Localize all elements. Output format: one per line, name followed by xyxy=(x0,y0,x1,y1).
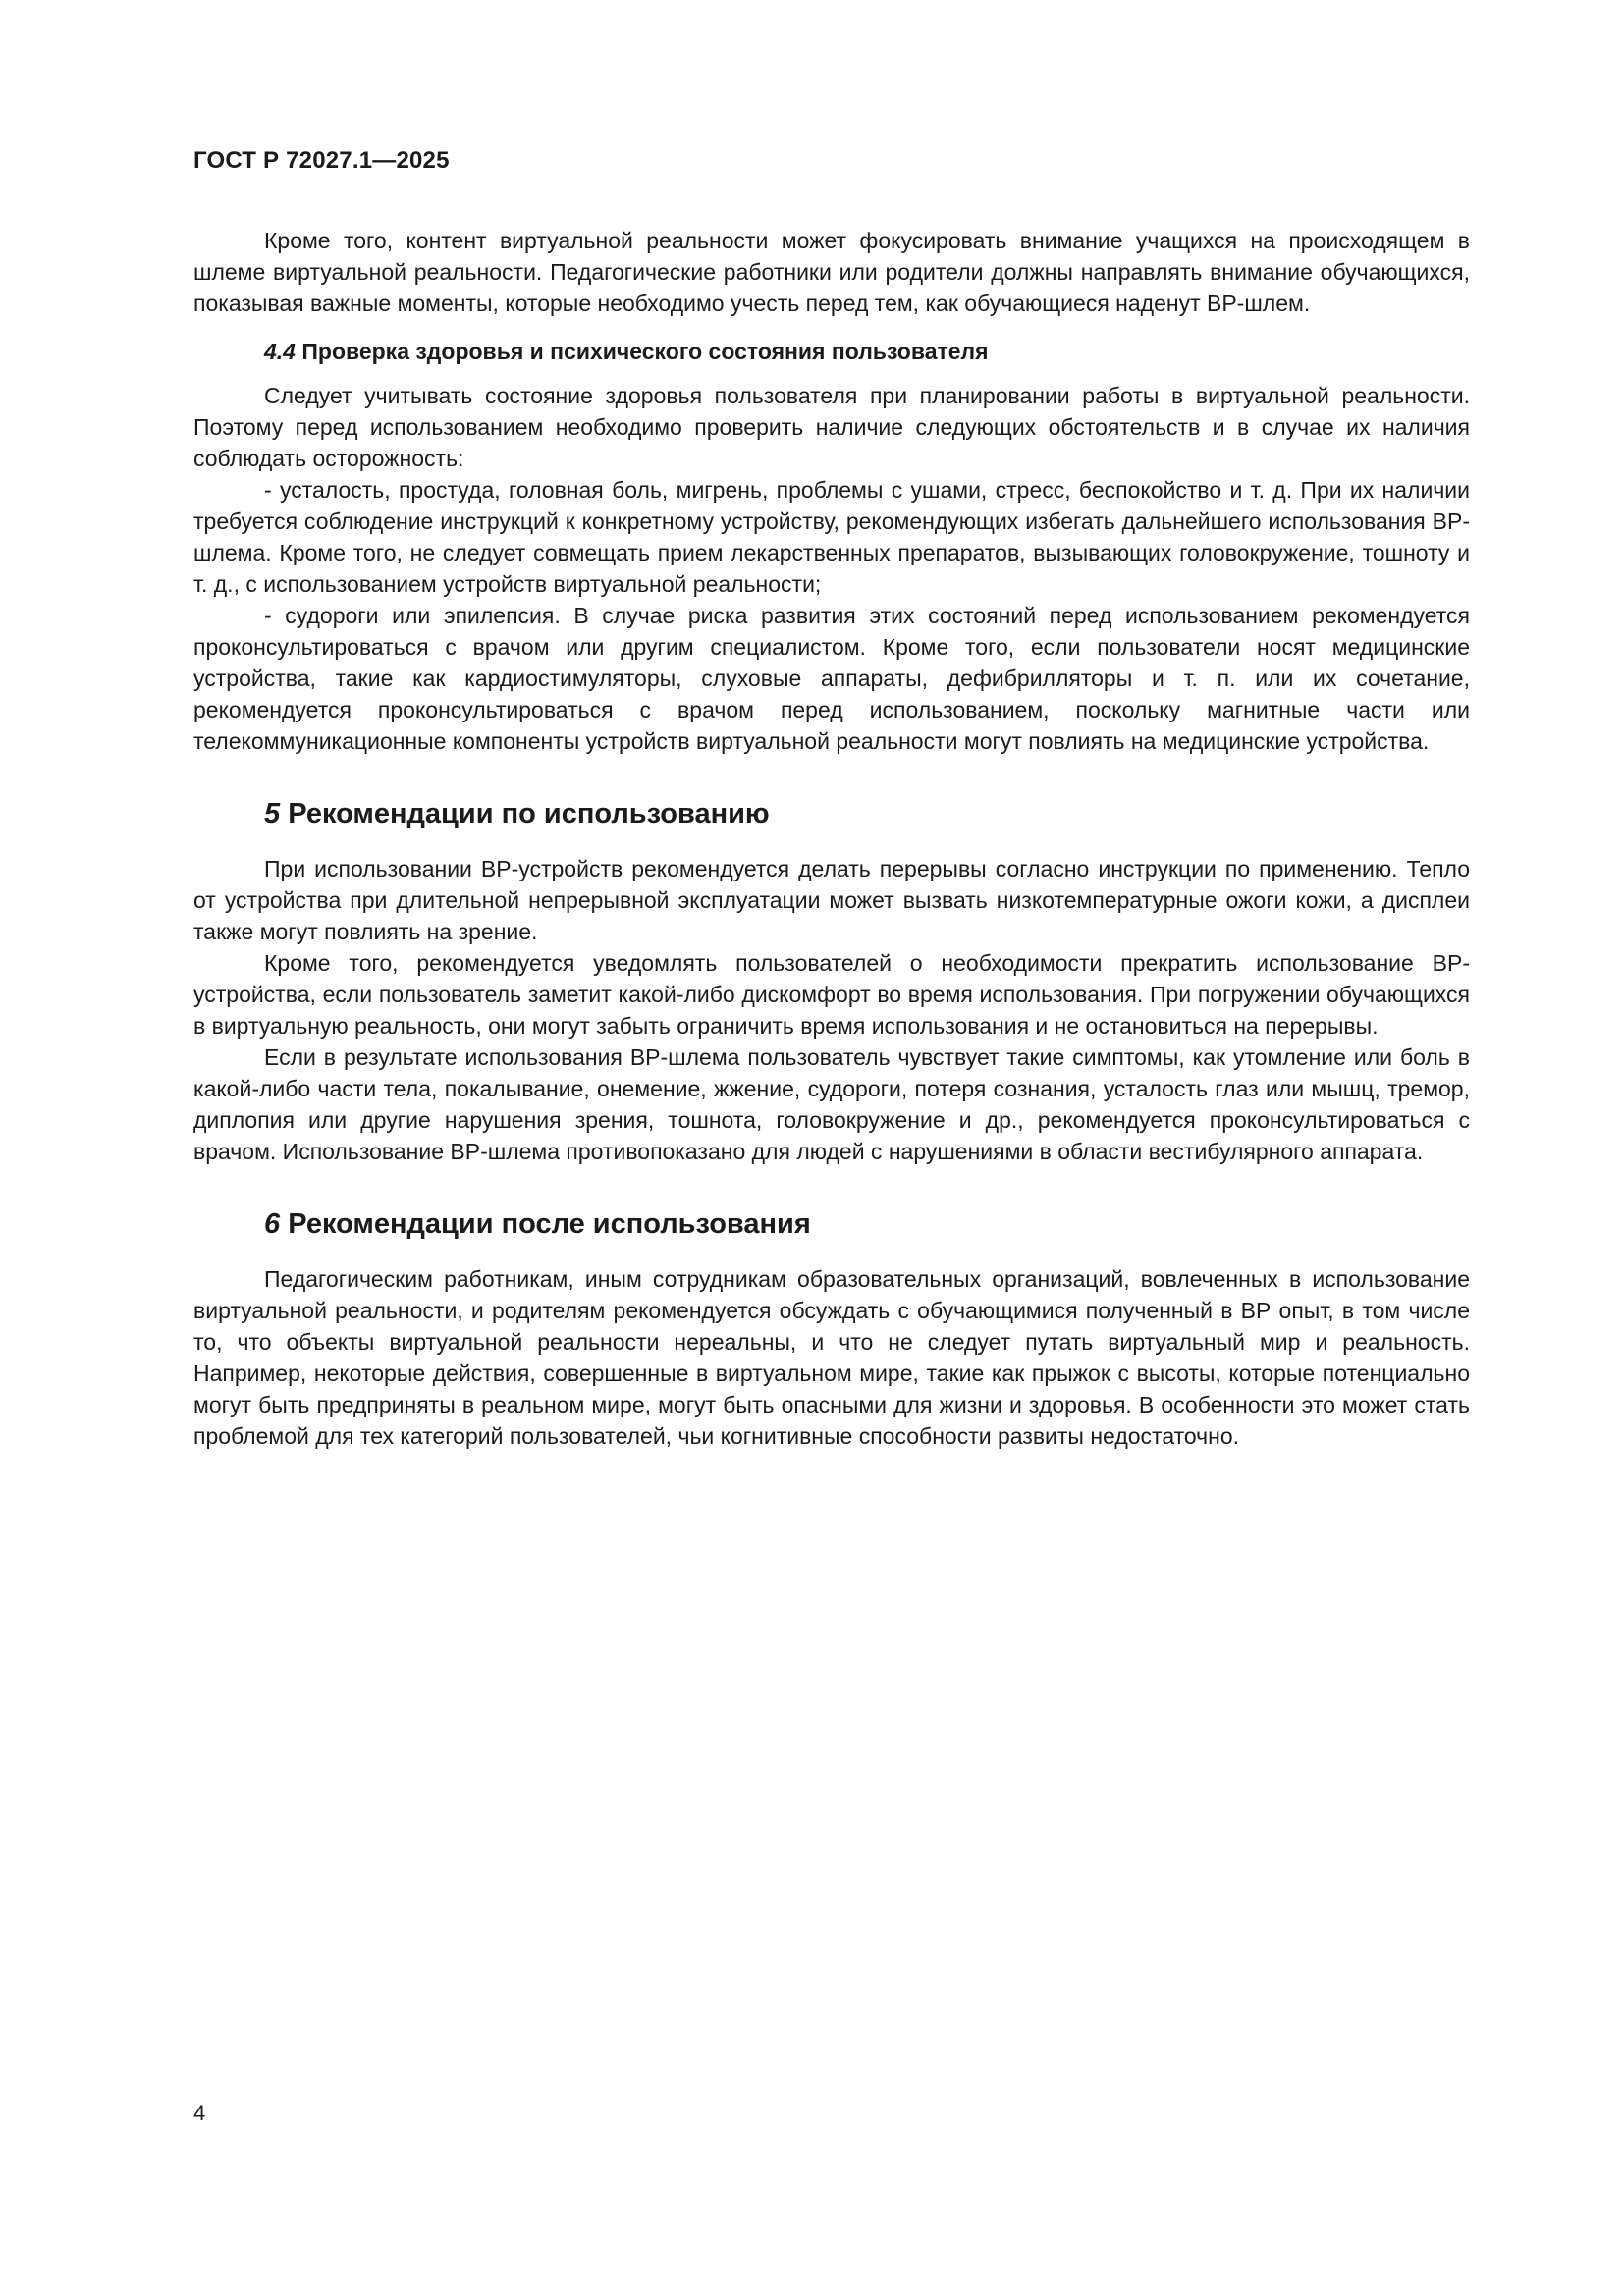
section-4-4-paragraph: Следует учитывать состояние здоровья пользователя при планировании работы в виртуальной реальности. Поэтому перед использованием необходимо проверить наличие следующих обстоятельств и в случае их наличия соблюдать осторожность: xyxy=(193,383,1470,471)
section-5-paragraph: Кроме того, рекомендуется уведомлять пользователей о необходимости прекратить использование ВР-устройства, если пользователь заметит какой-либо дискомфорт во время использования. При погружении обучающихся в виртуальную реальность, они могут забыть ограничить время использования и не остановиться на перерывы. xyxy=(193,950,1470,1039)
section-4-4-number: 4.4 xyxy=(264,339,296,364)
section-5-number: 5 xyxy=(264,798,281,829)
page-number: 4 xyxy=(193,2101,206,2125)
document-body xyxy=(193,225,1470,1452)
section-4-4-list-item: - судороги или эпилепсия. В случае риска развития этих состояний перед использованием рекомендуется проконсультироваться с врачом или другим специалистом. Кроме того, если пользователи носят медицинские устройства, такие как кардиостимуляторы, слуховые аппараты, дефибрилляторы и т. п. или их сочетание, рекомендуется проконсультироваться с врачом перед использованием, поскольку магнитные части или телекоммуникационные компоненты устройств виртуальной реальности могут повлиять на медицинские устройства. xyxy=(193,603,1470,754)
section-6-paragraph: Педагогическим работникам, иным сотрудникам образовательных организаций, вовлеченных в использование виртуальной реальности, и родителям рекомендуется обсуждать с обучающимися полученный в ВР опыт, в том числе то, что объекты виртуальной реальности нереальны, и что не следует путать виртуальный мир и реальность. Например, некоторые действия, совершенные в виртуальном мире, такие как прыжок с высоты, которые потенциально могут быть предприняты в реальном мире, могут быть опасными для жизни и здоровья. В особенности это может стать проблемой для тех категорий пользователей, чьи когнитивные способности развиты недостаточно. xyxy=(193,1266,1470,1449)
section-4-4-title: Проверка здоровья и психического состояния пользователя xyxy=(301,339,989,364)
document-header: ГОСТ Р 72027.1—2025 xyxy=(193,147,450,174)
section-6-heading xyxy=(193,1204,1470,1244)
section-4-4-list-item: - усталость, простуда, головная боль, мигрень, проблемы с ушами, стресс, беспокойство и т. д. При их наличии требуется соблюдение инструкций к конкретному устройству, рекомендующих избегать дальнейшего использования ВР-шлема. Кроме того, не следует совмещать прием лекарственных препаратов, вызывающих головокружение, тошноту и т. д., с использованием устройств виртуальной реальности; xyxy=(193,477,1470,597)
section-5-paragraph: При использовании ВР-устройств рекомендуется делать перерывы согласно инструкции по применению. Тепло от устройства при длительной непрерывной эксплуатации может вызвать низкотемпературные ожоги кожи, а дисплеи также могут повлиять на зрение. xyxy=(193,856,1470,944)
section-4-4-heading xyxy=(193,336,1470,367)
section-5-heading xyxy=(193,794,1470,833)
intro-paragraph: Кроме того, контент виртуальной реальности может фокусировать внимание учащихся на происходящем в шлеме виртуальной реальности. Педагогические работники или родители должны направлять внимание обучающихся, показывая важные моменты, которые необходимо учесть перед тем, как обучающиеся наденут ВР-шлем. xyxy=(193,228,1470,316)
section-5-title: Рекомендации по использованию xyxy=(288,798,770,829)
section-5-paragraph: Если в результате использования ВР-шлема пользователь чувствует такие симптомы, как утомление или боль в какой-либо части тела, покалывание, онемение, жжение, судороги, потеря сознания, усталость глаз или мышц, тремор, диплопия или другие нарушения зрения, тошнота, головокружение и др., рекомендуется проконсультироваться с врачом. Использование ВР-шлема противопоказано для людей с нарушениями в области вестибулярного аппарата. xyxy=(193,1044,1470,1164)
section-6-title: Рекомендации после использования xyxy=(288,1208,811,1240)
section-6-number: 6 xyxy=(264,1208,281,1240)
